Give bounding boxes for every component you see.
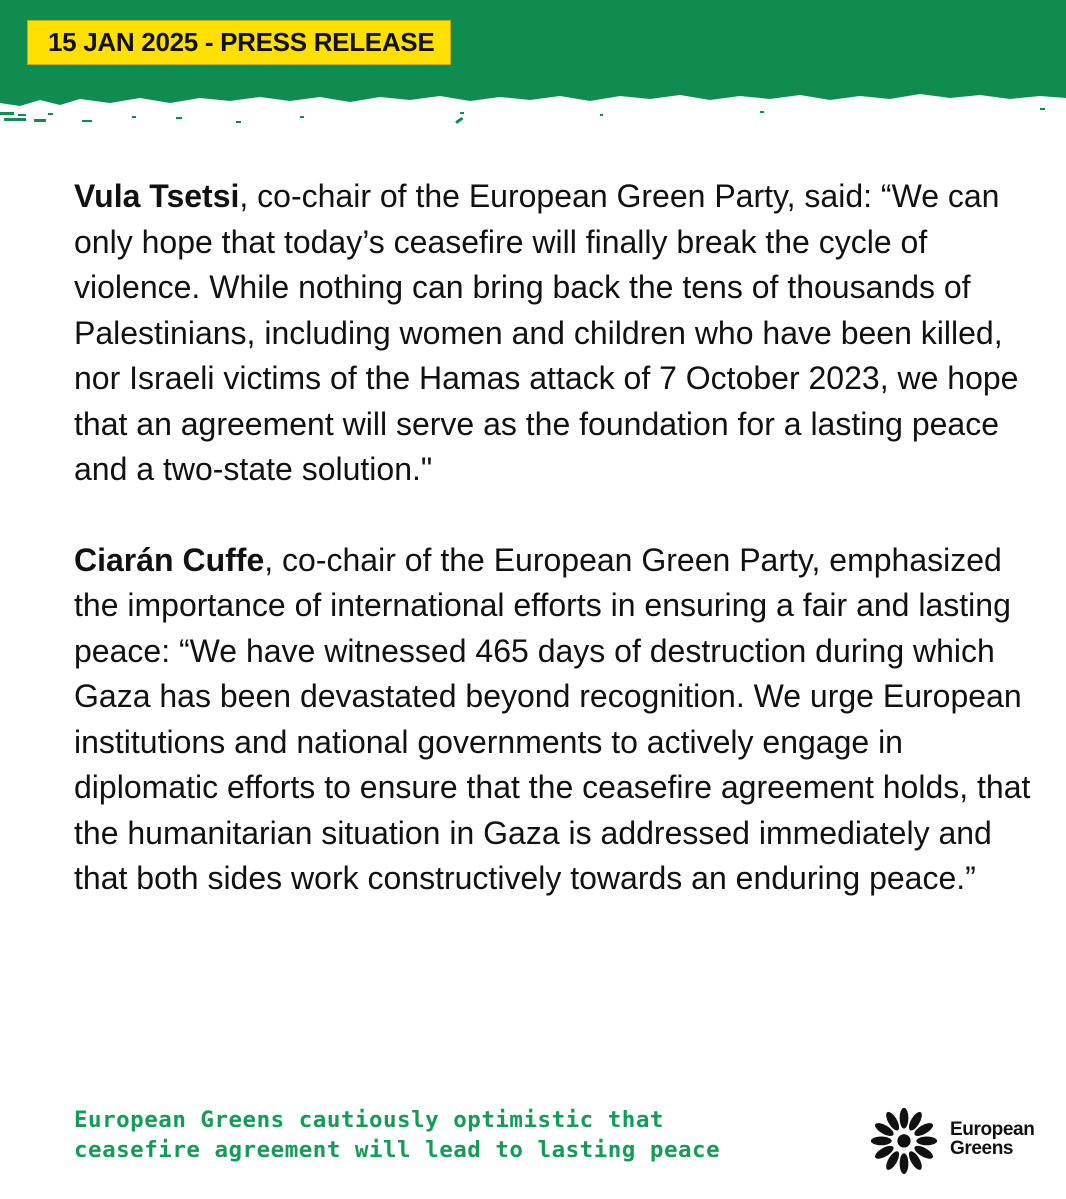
speaker-name: Ciarán Cuffe	[74, 541, 265, 578]
logo-text-line: Greens	[950, 1138, 1014, 1159]
logo-wordmark	[950, 1120, 1034, 1158]
footer-headline-line: European Greens cautiously optimistic that	[74, 1107, 664, 1133]
european-greens-logo	[866, 1103, 1046, 1175]
footer-headline-line: ceasefire agreement will lead to lasting peace	[74, 1137, 721, 1163]
statement-paragraph	[74, 174, 1042, 493]
logo-text-line: European	[950, 1119, 1035, 1140]
press-release-body	[74, 174, 1042, 902]
header-band	[0, 0, 1066, 135]
statement-text: , co-chair of the European Green Party, said: “We can only hope that today’s ceasefire will finally break the cycle of violence. While nothing can bring back the tens of thousands of Palestinians, including women and children who have been killed, nor Israeli victims of the Hamas attack of 7 October 2023, we hope that an agreement will serve as the foundation for a lasting peace and a two-state solution."	[74, 178, 1019, 487]
sunflower-logo-icon	[866, 1103, 942, 1175]
footer-headline	[74, 1105, 844, 1165]
statement-paragraph	[74, 538, 1042, 902]
speaker-name: Vula Tsetsi	[74, 178, 240, 214]
date-badge: 15 JAN 2025 - PRESS RELEASE	[27, 20, 451, 65]
statement-text: , co-chair of the European Green Party, emphasized the importance of international efforts in ensuring a fair and lasting peace: “We have witnessed 465 days of destruction during which Gaza has been devastated beyond recognition. We urge European institutions and national governments to actively engage in diplomatic efforts to ensure that the ceasefire agreement holds, that the humanitarian situation in Gaza is addressed immediately and that both sides work constructively towards an enduring peace.”	[74, 541, 1031, 896]
